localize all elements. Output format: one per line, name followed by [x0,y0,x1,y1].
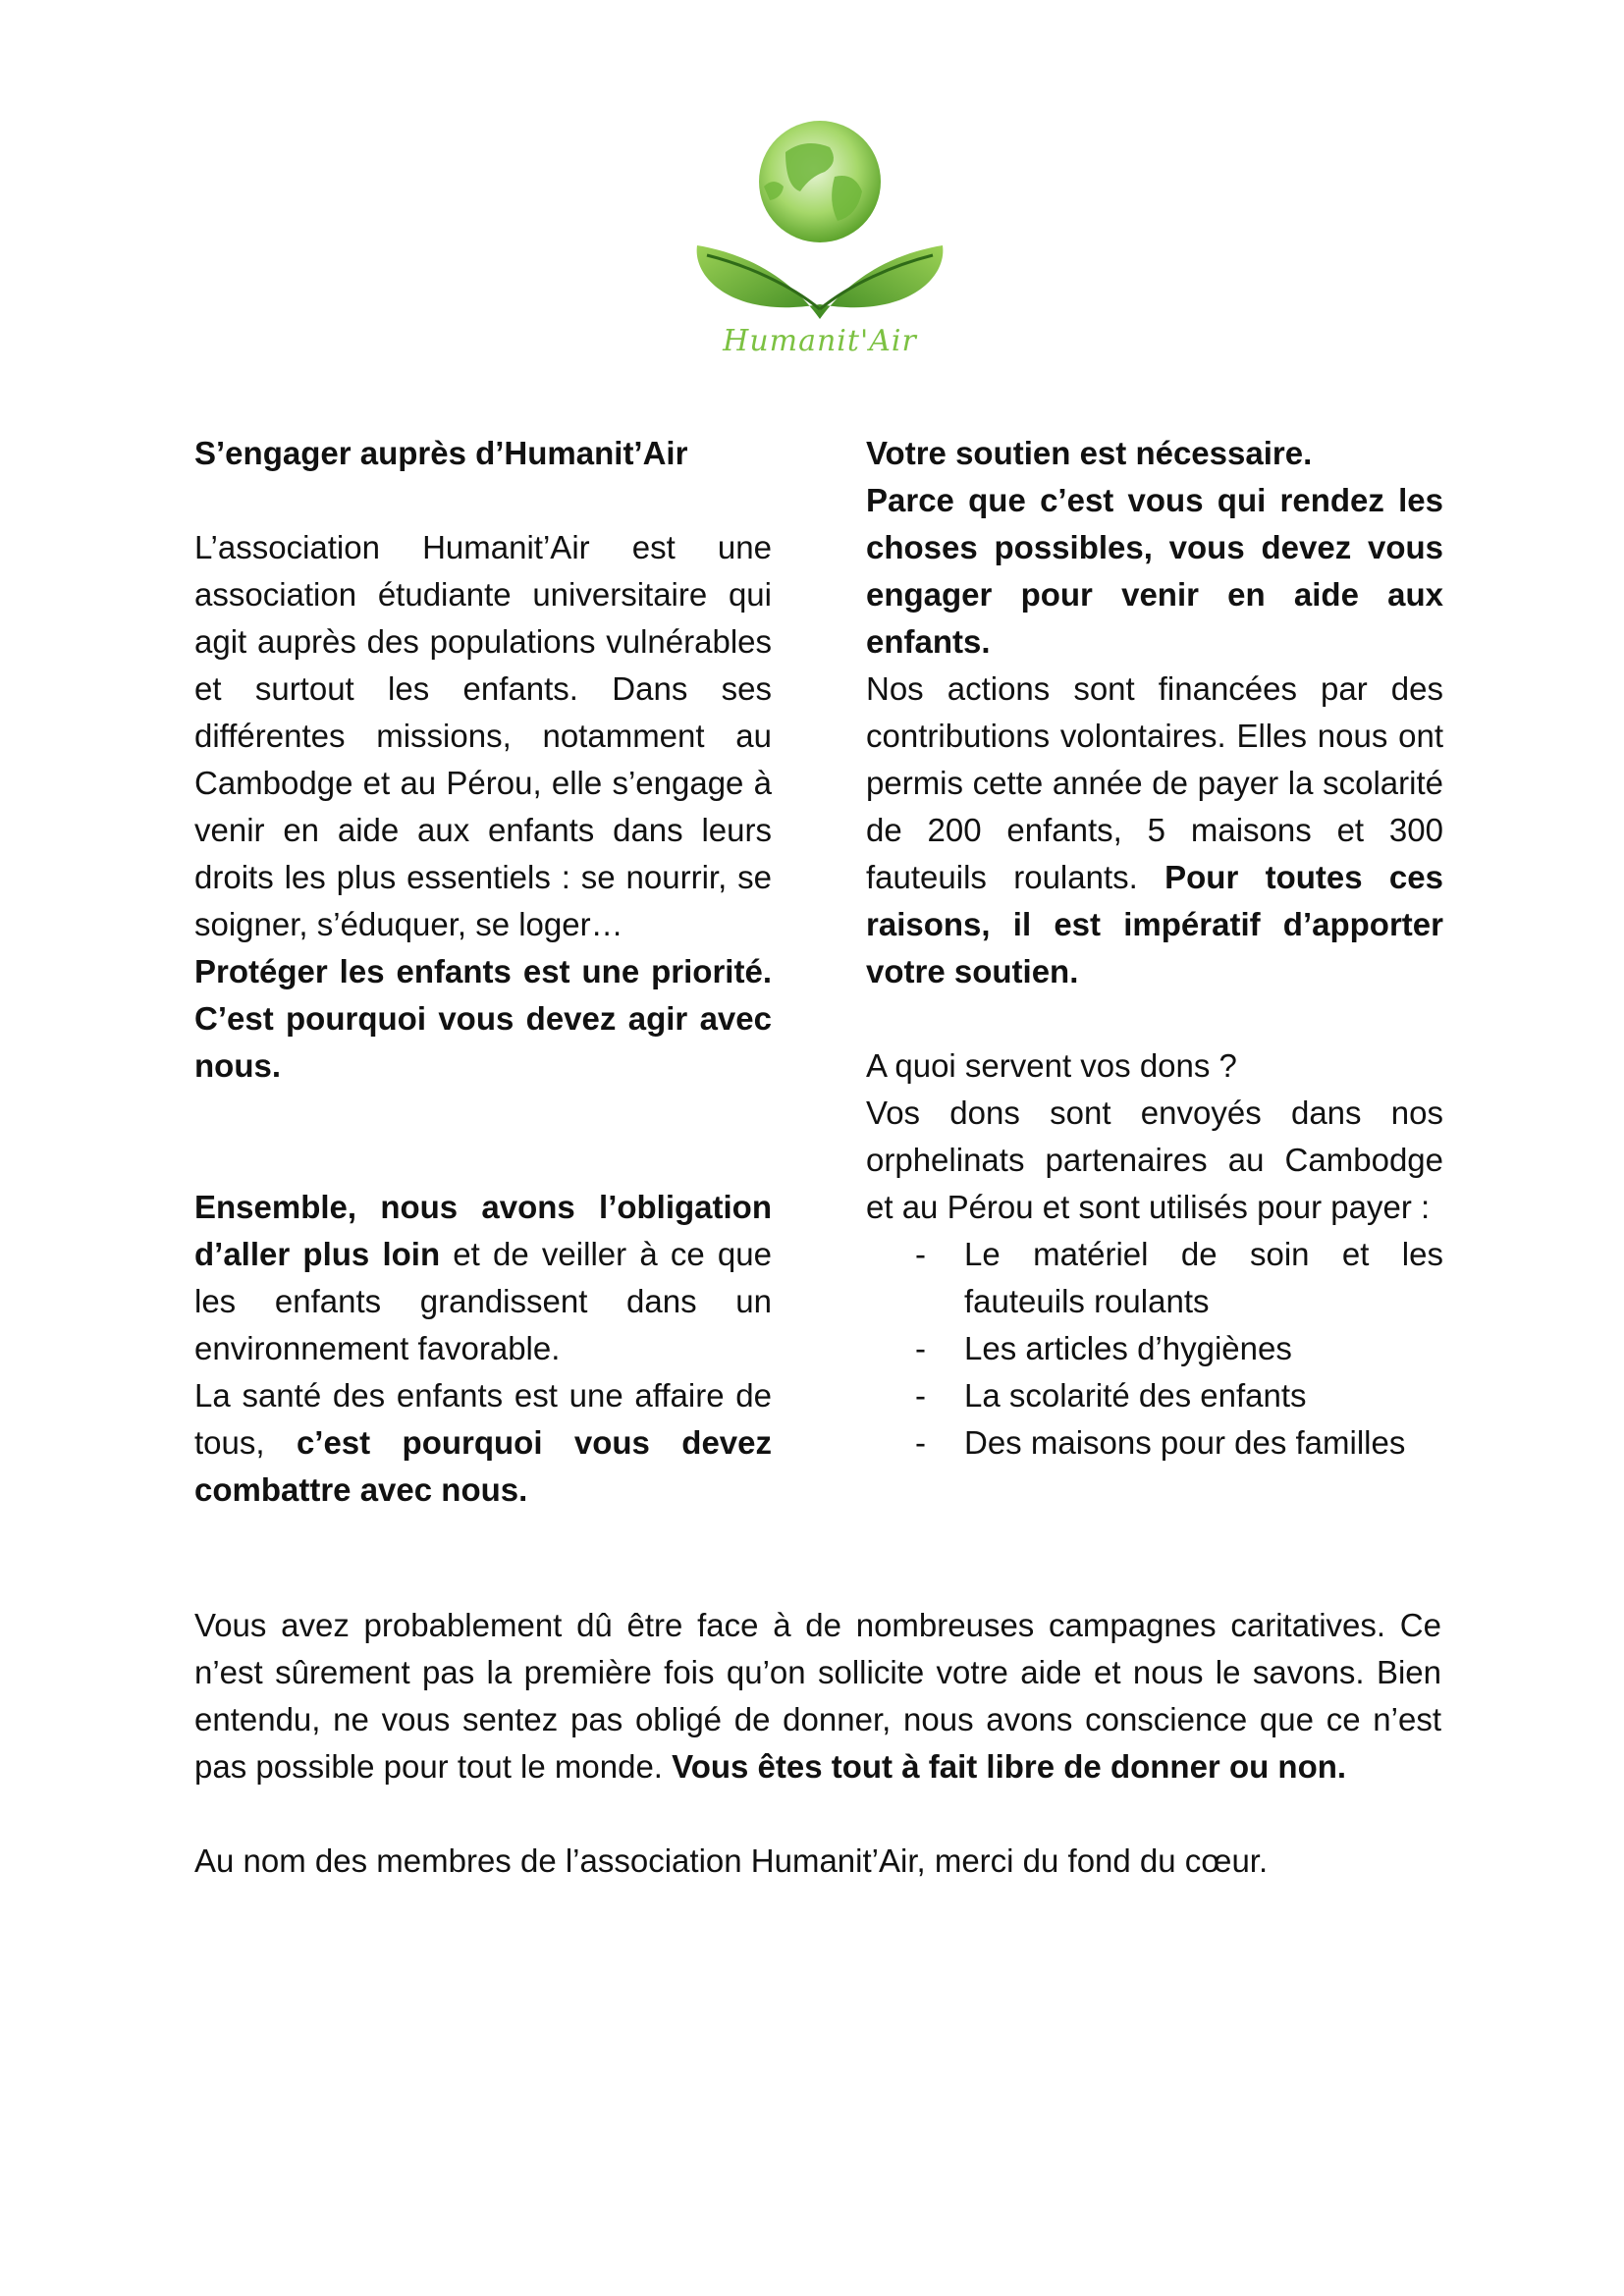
right-paragraph-2: Nos actions sont financées par des contributions volontaires. Elles nous ont permis cette année de payer la scolarité de 200 enfants, 5 maisons et 300 fauteuils roulants. Pour toutes ces raisons, il est impératif d’apporter votre soutien. [866,670,1443,989]
donation-question: A quoi servent vos dons ? [866,1047,1237,1084]
closing-paragraph: Vous avez probablement dû être face à de nombreuses campagnes caritatives. Ce n’est sûrement pas la première fois qu’on sollicite votre aide et nous le savons. Bien entendu, ne vous sentez pas obligé de donner, nous avons conscience que ce n’est pas possible pour tout le monde. Vous êtes tout à fait libre de donner ou non. [194,1607,1441,1785]
list-item: - Des maisons pour des familles [866,1419,1443,1467]
right-column [866,430,1443,1467]
left-heading: S’engager auprès d’Humanit’Air [194,435,688,471]
right-paragraph-3: Vos dons sont envoyés dans nos orphelinats partenaires au Cambodge et au Pérou et sont utilisés pour payer : [866,1095,1443,1225]
globe-leaves-icon [677,108,962,319]
left-column [194,430,772,1514]
right-heading: Votre soutien est nécessaire. [866,435,1313,471]
list-item: - Les articles d’hygiènes [866,1325,1443,1372]
list-item: - La scolarité des enfants [866,1372,1443,1419]
left-paragraph-3: Ensemble, nous avons l’obligation d’aller plus loin et de veiller à ce que les enfants grandissent dans un environnement favorable. [194,1189,772,1366]
donation-uses-list [866,1231,1443,1467]
logo [677,108,962,373]
left-paragraph-4: La santé des enfants est une affaire de tous, c’est pourquoi vous devez combattre avec nous. [194,1377,772,1508]
right-paragraph-1: Parce que c’est vous qui rendez les choses possibles, vous devez vous engager pour venir en aide aux enfants. [866,482,1443,660]
thanks-line: Au nom des membres de l’association Humanit’Air, merci du fond du cœur. [194,1842,1269,1879]
left-paragraph-1: L’association Humanit’Air est une association étudiante universitaire qui agit auprès des populations vulnérables et surtout les enfants. Dans ses différentes missions, notamment au Cambodge et au Pérou, elle s’engage à venir en aide aux enfants dans leurs droits les plus essentiels : se nourrir, se soigner, s’éduquer, se loger… [194,529,772,942]
list-item: - Le matériel de soin et les fauteuils roulants [866,1231,1443,1325]
left-paragraph-2: Protéger les enfants est une priorité. C’est pourquoi vous devez agir avec nous. [194,953,772,1084]
closing-section [194,1602,1441,1885]
logo-wordmark: Humanit'Air [723,324,917,358]
